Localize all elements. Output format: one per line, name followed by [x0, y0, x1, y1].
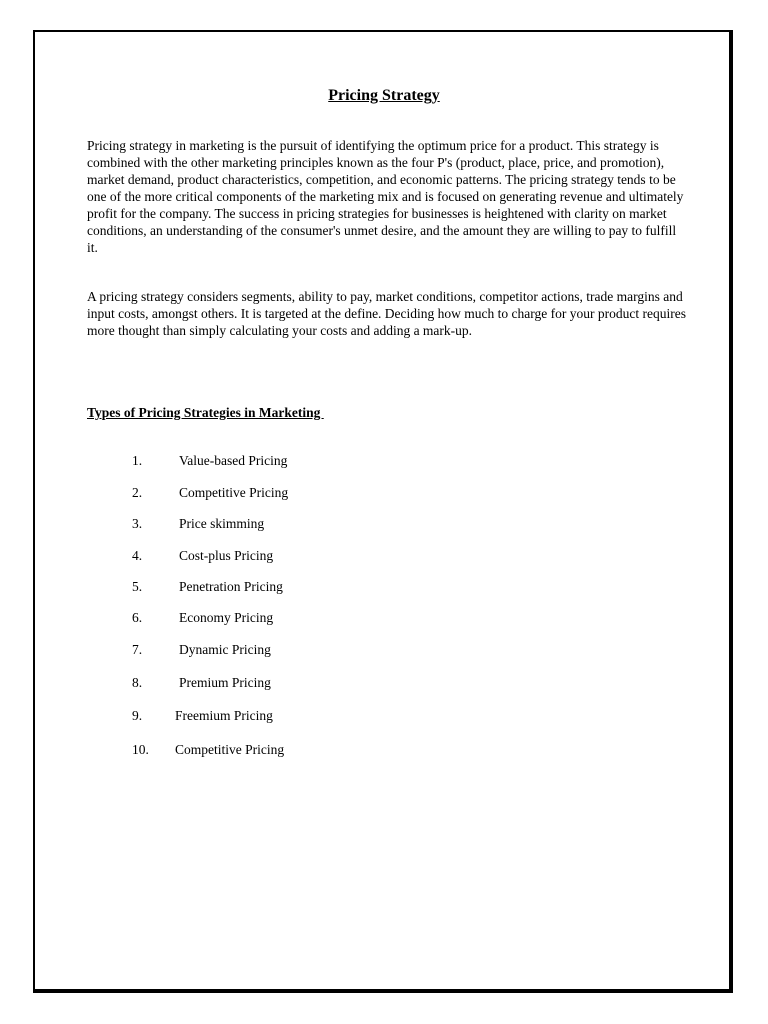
list-item-number: 8. — [132, 675, 143, 690]
list-item — [0, 546, 768, 566]
list-item-label: Economy Pricing — [179, 610, 274, 625]
list-item — [0, 451, 768, 471]
list-item-number: 7. — [132, 642, 143, 657]
list-item-number: 6. — [132, 610, 143, 625]
page-title: Pricing Strategy — [328, 87, 440, 104]
list-item-number: 4. — [132, 548, 143, 563]
list-item-label: Competitive Pricing — [179, 485, 289, 500]
list-item-number: 9. — [132, 708, 143, 723]
list-item — [0, 640, 768, 660]
list-item — [0, 608, 768, 628]
list-item-number: 2. — [132, 485, 143, 500]
paragraph-considerations: A pricing strategy considers segments, ability to pay, market conditions, competitor actions, trade margins and input costs, amongst others. It is targeted at the define. Deciding how much to charge for your product requires more thought than simply calculating your costs and adding a mark-up. — [87, 289, 686, 338]
list-item-label: Value-based Pricing — [179, 453, 288, 468]
list-item-label: Cost-plus Pricing — [179, 548, 274, 563]
list-item — [0, 706, 768, 726]
list-item-label: Price skimming — [179, 516, 265, 531]
list-item-label: Freemium Pricing — [175, 708, 273, 723]
list-item-label: Competitive Pricing — [175, 742, 285, 757]
list-item — [0, 577, 768, 597]
list-item-number: 1. — [132, 453, 143, 468]
list-item — [0, 740, 768, 760]
list-item-number: 10. — [132, 742, 149, 757]
list-item-number: 3. — [132, 516, 143, 531]
list-item — [0, 514, 768, 534]
section-heading: Types of Pricing Strategies in Marketing — [87, 405, 324, 420]
list-item-label: Dynamic Pricing — [179, 642, 271, 657]
list-item — [0, 673, 768, 693]
list-item-number: 5. — [132, 579, 143, 594]
list-item — [0, 483, 768, 503]
list-item-label: Premium Pricing — [179, 675, 271, 690]
paragraph-intro: Pricing strategy in marketing is the pursuit of identifying the optimum price for a product. This strategy is combined with the other marketing principles known as the four P's (product, place, price, and promotion), market demand, product characteristics, competition, and economic patterns. The pricing strategy tends to be one of the more critical components of the marketing mix and is focused on generating revenue and ultimately profit for the company. The success in pricing strategies for businesses is heightened with clarity on market conditions, an understanding of the consumer's unmet desire, and the amount they are willing to pay to fulfill it. — [87, 138, 684, 255]
list-item-label: Penetration Pricing — [179, 579, 283, 594]
